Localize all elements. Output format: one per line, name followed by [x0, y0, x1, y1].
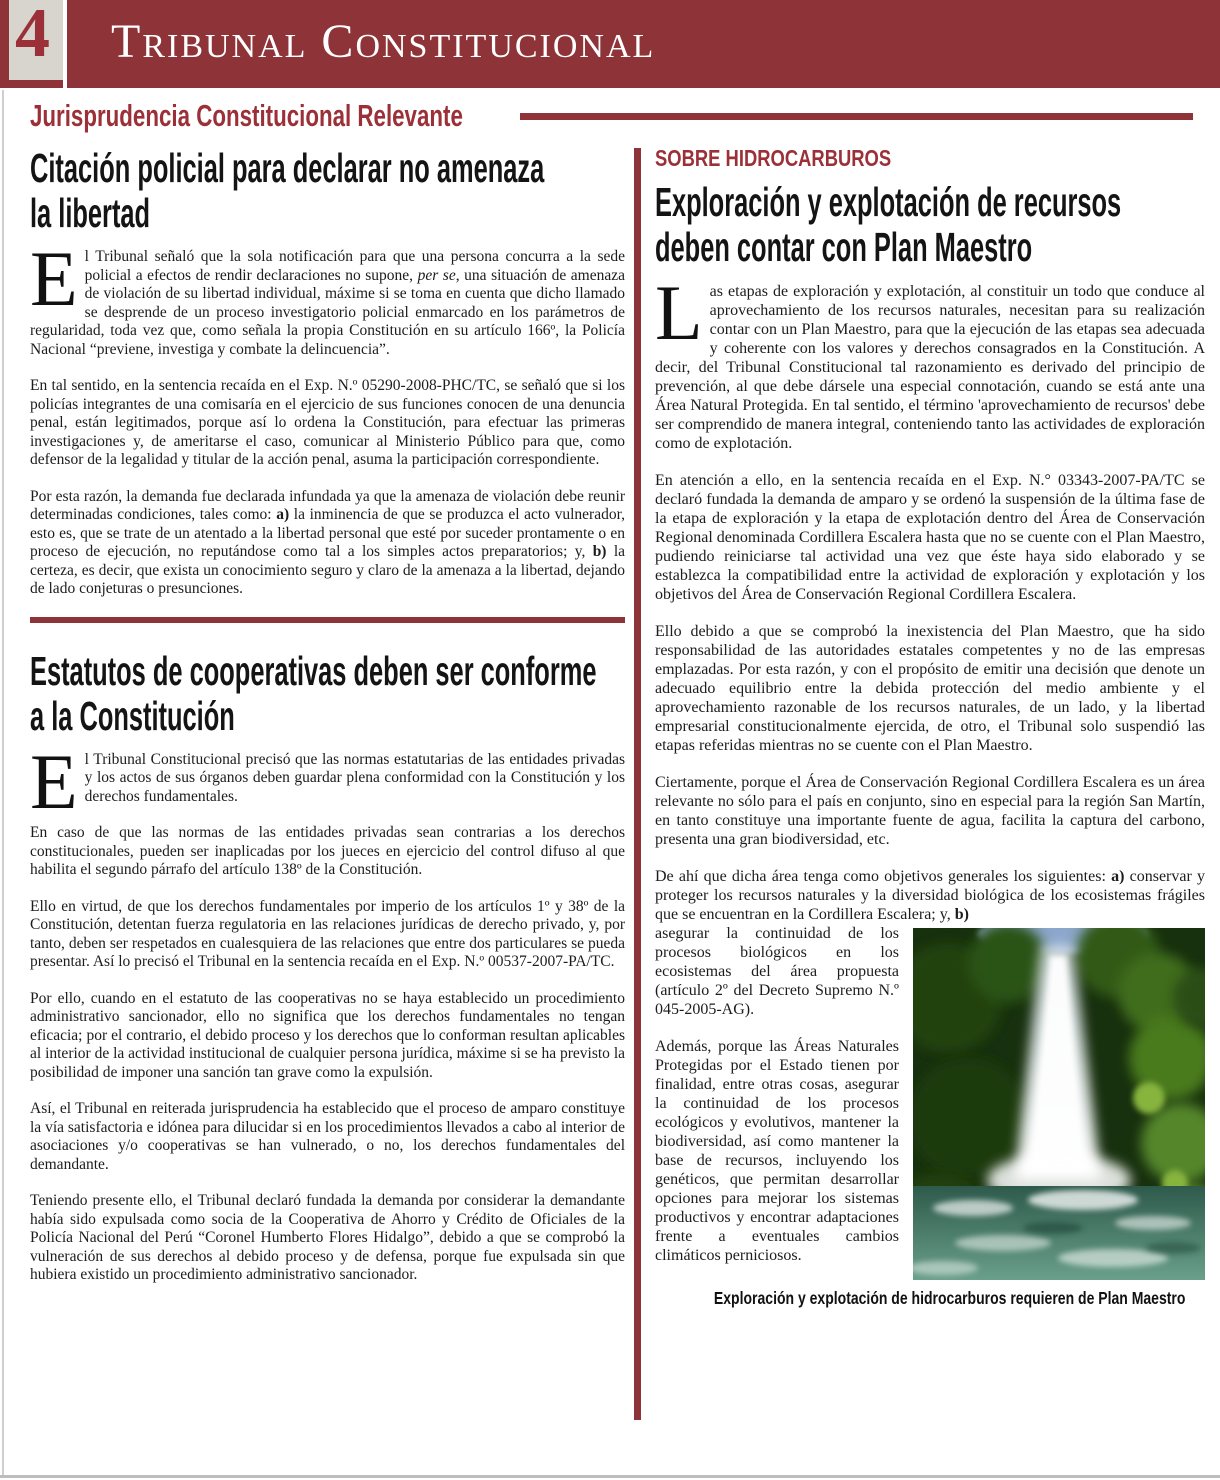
- paragraph: [30, 235, 625, 359]
- photo-wrap-zone: [655, 924, 1205, 1265]
- page-bottom-border: [0, 1475, 1220, 1478]
- paragraph: En atención a ello, en la sentencia recaída en el Exp. N.° 03343-2007-PA/TC se declaró fundada la demanda de amparo y se ordenó la suspensión de la última fase de la etapa de exploración y la etapa de explotación dentro del Área de Conservación Regional denominada Cordillera Escalera hasta que no se cuente con el Plan Maestro, pudiendo reiniciarse tal actividad una vez que éste haya sido elaborado y se establezca la compatibilidad entre la actividad de exploración y explotación y los objetivos del Área de Conservación Regional Cordillera Escalera.: [655, 472, 1205, 603]
- kicker-text: SOBRE HIDROCARBUROS: [655, 145, 892, 171]
- article-divider: [30, 617, 625, 623]
- paragraph: Así, el Tribunal en reiterada jurisprudencia ha establecido que el proceso de amparo constituye la vía satisfactoria e idónea para dilucidar si en los procedimientos llevados a cabo al interior de asociaciones y/o cooperativas se han vulnerado, o no, los derechos fundamentales del demandante.: [30, 1100, 625, 1173]
- kicker: [655, 146, 1205, 174]
- paragraph: [655, 269, 1205, 453]
- article-title-line: deben contar con Plan Maestro: [655, 224, 1033, 270]
- paragraph: En caso de que las normas de las entidades privadas sean contrarias a los derechos constitucionales, pueden ser inaplicadas por los jueces en ejercicio del control difuso al que habilita el segundo párrafo del artículo 138º de la Constitución.: [30, 824, 625, 878]
- section-rule: [520, 113, 1193, 120]
- article-title-line: la libertad: [30, 190, 151, 236]
- photo-caption: [655, 1288, 1205, 1309]
- paragraph: En tal sentido, en la sentencia recaída en el Exp. N.º 05290-2008-PHC/TC, se señaló que si los policías integrantes de una comisaría en el ejercicio de sus funciones conocen de una denuncia penal, están legitimados, porque así lo ordena la Constitución, para efectuar las primeras investigaciones y, de ameritarse el caso, comunicar al Ministerio Público para que, como defensor de la legalidad y titular de la acción penal, asuma la participación correspondiente.: [30, 377, 625, 468]
- article-title-line: a la Constitución: [30, 692, 235, 739]
- paragraph-text: l Tribunal señaló que la sola notificación para que una persona concurra a la sede policial a efectos de rendir declaraciones no supone, per se, una situación de amenaza de violación de su libertad individual, máxime si se toma en cuenta que dicho llamado se desprende de un proceso investigatorio policial enmarcado en los parámetros de regularidad, toda vez que, como señala la propia Constitución en su artículo 166º, la Policía Nacional “previene, investiga y combate la delincuencia”.: [30, 248, 625, 358]
- article-hidrocarburos: [655, 146, 1205, 1309]
- masthead-banner: [67, 0, 1220, 88]
- paragraph: Por esta razón, la demanda fue declarada infundada ya que la amenaza de violación debe reunir determinadas condiciones, tales como: a) la inminencia de que se produzca el acto vulnerador, esto es, que se trate de un atentado a la libertad personal que esté por suceder prontamente o en proceso de ejecución, no reputándose como tal a los simples actos preparatorios; y, b) la certeza, es decir, que exista un conocimiento seguro y claro de la amenaza a la libertad, dejando de lado conjeturas o presunciones.: [30, 487, 626, 597]
- article-title-line: Exploración y explotación de recursos: [655, 179, 1122, 225]
- dropcap: E: [30, 235, 78, 322]
- paragraph: Ello debido a que se comprobó la inexistencia del Plan Maestro, que ha sido responsabilidad de las autoridades estatales competentes y no de las empresas emplazadas. Por esta razón, y con el propósito de emitir una decisión que denote un adecuado equilibrio entre la debida protección del medio ambiente y el aprovechamiento razonable de los recursos naturales, de un lado, y la libertad empresarial constitucionalmente ejercida, de otro, el Tribunal solo suspendió las etapas referidas mientras no se cuente con el Plan Maestro.: [655, 623, 1205, 754]
- waterfall-photo: [913, 928, 1205, 1280]
- paragraph: Además, porque las Áreas Naturales Protegidas por el Estado tienen por finalidad, entre otras cosas, asegurar la continuidad de los procesos ecológicos y evolutivos, mantener la biodiversidad, así como mantener la base de recursos, incluyendo los genéticos, que permitan desarrollar opciones para mejorar los sistemas productivos y encontrar adaptaciones frente a eventuales cambios climáticos perniciosos.: [655, 1038, 899, 1264]
- article-title-line: Estatutos de cooperativas deben ser conforme: [30, 647, 597, 694]
- page-number-box: [0, 0, 63, 88]
- dropcap: E: [30, 737, 78, 825]
- section-title: Jurisprudencia Constitucional Relevante: [30, 98, 463, 133]
- masthead-title: Tribunal Constitucional: [111, 14, 656, 68]
- article-title-line: Citación policial para declarar no amenaza: [30, 145, 545, 191]
- article-citacion-policial: [30, 146, 625, 599]
- article-title: [30, 649, 625, 739]
- paragraph: Ciertamente, porque el Área de Conservación Regional Cordillera Escalera es un área relevante no sólo para el país en conjunto, sino en especial para la región San Martín, en tanto constituye una importante fuente de agua, facilita la captura del carbono, presenta una gran biodiversidad, etc.: [655, 774, 1205, 848]
- article-title: [30, 146, 625, 236]
- column-divider: [634, 148, 641, 1420]
- article-title: [655, 180, 1205, 270]
- paragraph: Por ello, cuando en el estatuto de las cooperativas no se haya establecido un procedimiento administrativo sancionador, ello no significa que los derechos fundamentales no tengan eficacia; por el contrario, el debido proceso y los derechos que lo conforman resultan aplicables al interior de la actividad institucional de cualquier persona jurídica, máxime si se ha previsto la posibilidad de imponer una sanción tan grave como la expulsión.: [30, 989, 625, 1081]
- paragraph: asegurar la continuidad de los procesos biológicos en los ecosistemas del área propuesta (artículo 2º del Decreto Supremo N.º 045-2005-AG).: [655, 925, 899, 1018]
- waterfall-illustration: [913, 928, 1205, 1280]
- article-estatutos-cooperativas: [30, 649, 625, 1285]
- left-column: [30, 146, 625, 1303]
- paragraph-text: l Tribunal Constitucional precisó que las normas estatutarias de las entidades privadas y los actos de sus órganos deben guardar plena conformidad con la Constitución y los derechos fundamentales.: [84, 750, 625, 805]
- dropcap: L: [655, 269, 703, 356]
- page-number: 4: [15, 0, 50, 72]
- section-heading-row: [30, 96, 1193, 136]
- paragraph: Ello en virtud, de que los derechos fundamentales por imperio de los artículos 1º y 38º de la Constitución, detentan fuerza regulatoria en las relaciones jurídicas de derecho privado, y, por tanto, deben ser respetados en cualesquiera de las relaciones que entre dos particulares se pueda presentar. Así lo precisó el Tribunal en la sentencia recaída en el Exp. N.º 00537-2007-PA/TC.: [30, 897, 625, 970]
- paragraph: [30, 737, 625, 825]
- page-left-border: [2, 90, 4, 1476]
- paragraph: Teniendo presente ello, el Tribunal declaró fundada la demanda por considerar la demandante había sido expulsada como socia de la Cooperativa de Ahorro y Crédito de Oficiales de la Policía Nacional del Perú “Coronel Humberto Flores Hidalgo”, debido a que se comprobó la vulneración de sus derechos al debido proceso y de defensa, porque fue expulsada sin que hubiera existido un procedimiento administrativo sancionador.: [30, 1192, 625, 1283]
- paragraph: De ahí que dicha área tenga como objetivos generales los siguientes: a) conservar y proteger los recursos naturales y la diversidad biológica de los ecosistemas frágiles que se encuentran en la Cordillera Escalera; y, b): [655, 868, 1205, 923]
- paragraph-text: as etapas de exploración y explotación, al constituir un todo que conduce al aprovechamiento de los recursos naturales, necesitan para su realización contar con un Plan Maestro, para que la ejecución de las etapas sea adecuada y coherente con los valores y derechos consagrados en la Constitución. A decir, del Tribunal Constitucional tal razonamiento es derivado del principio de prevención, al que debe dársele una especial connotación, cuando se está ante una Área Natural Protegida. En tal sentido, el término 'aprovechamiento de recursos' debe ser comprendido de manera integral, conteniendo tanto las actividades de exploración como de explotación.: [655, 283, 1205, 452]
- photo-caption-text: Exploración y explotación de hidrocarburos requieren de Plan Maestro: [713, 1288, 1186, 1308]
- right-column: [655, 146, 1205, 1309]
